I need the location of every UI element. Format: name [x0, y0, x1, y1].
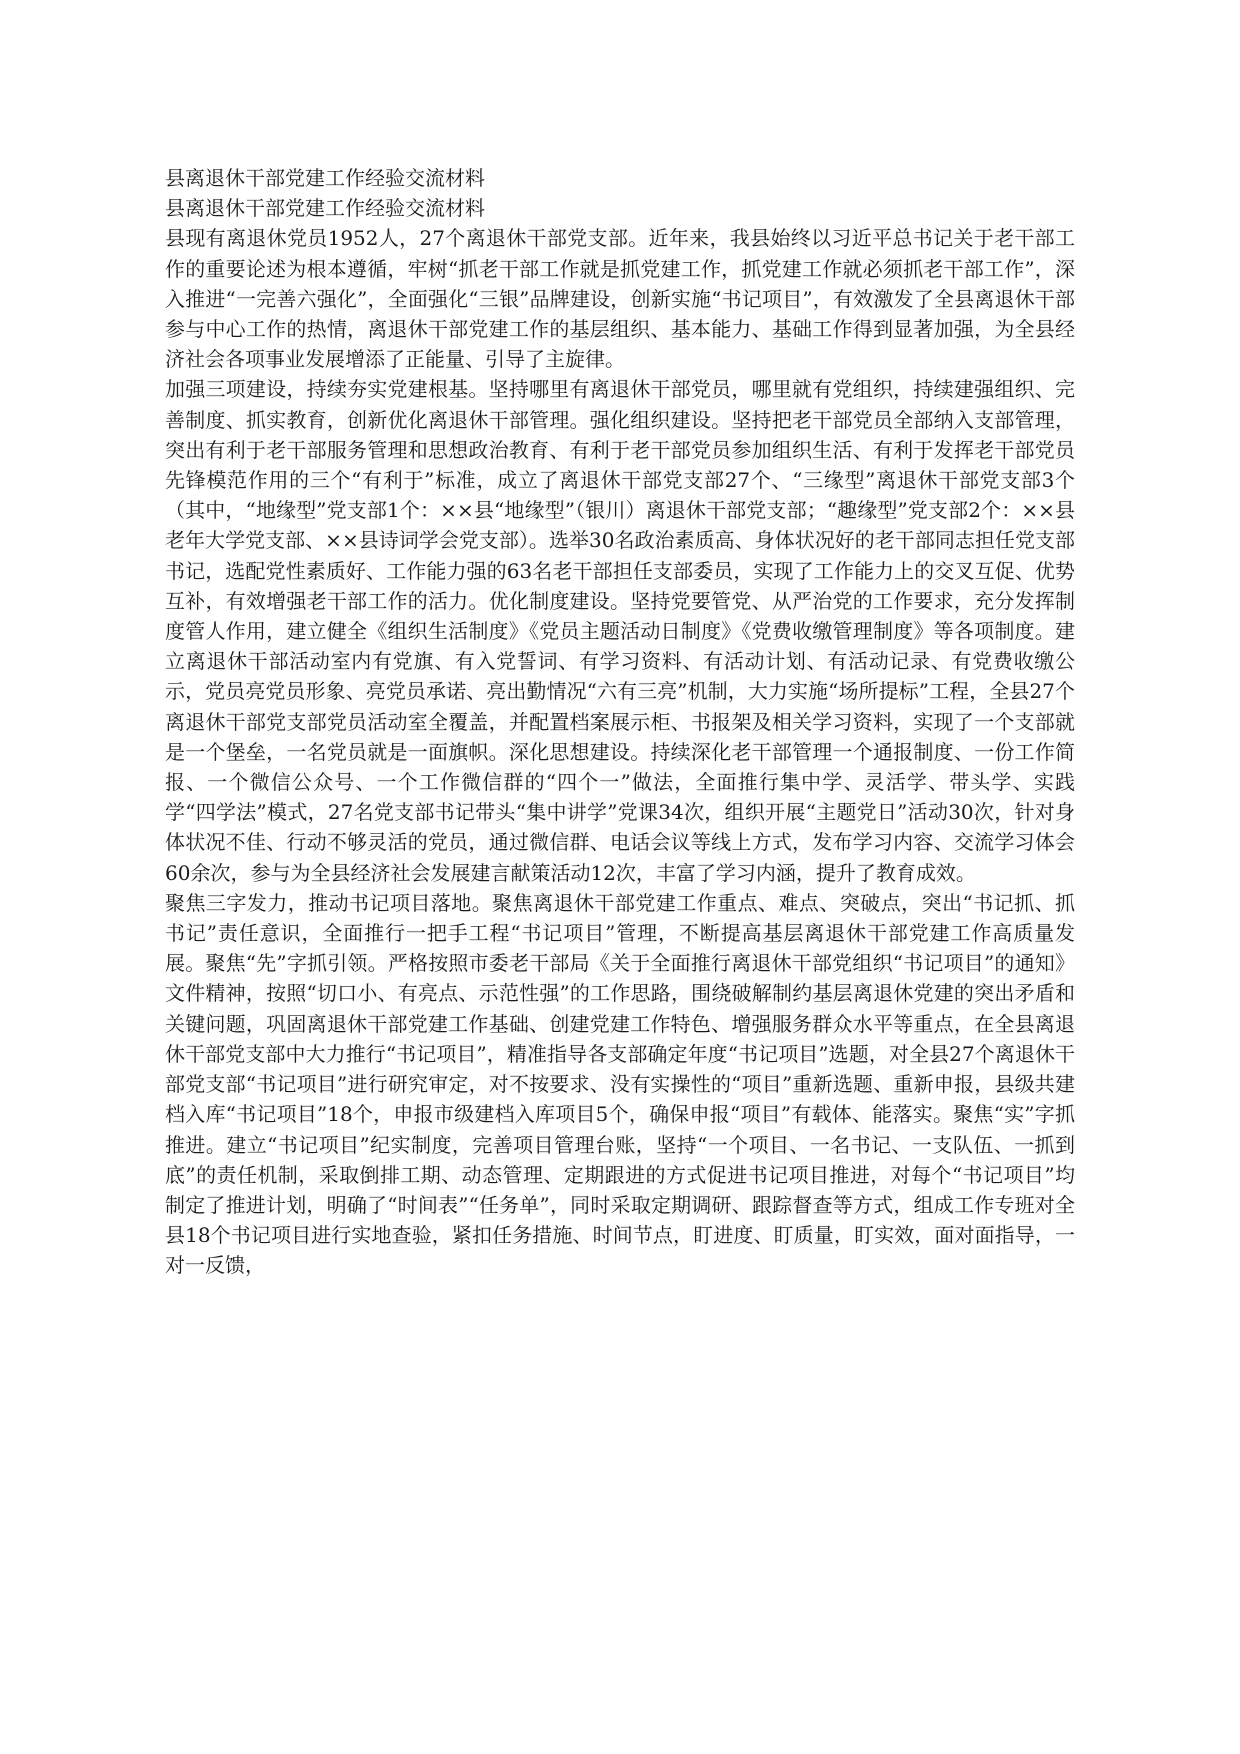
paragraph-intro: 县现有离退休党员1952人，27个离退休干部党支部。近年来，我县始终以习近平总书记关于老干部工作的重要论述为根本遵循，牢树“抓老干部工作就是抓党建工作，抓党建工作就必须抓老干部工作”，深入推进“一完善六强化”，全面强化“三银”品牌建设，创新实施“书记项目”，有效激发了全县离退休干部参与中心工作的热情，离退休干部党建工作的基层组织、基本能力、基础工作得到显著加强，为全县经济社会各项事业发展增添了正能量、引导了主旋律。 [165, 226, 1075, 372]
document-title: 县离退休干部党建工作经验交流材料 [165, 166, 485, 190]
document-title-repeat: 县离退休干部党建工作经验交流材料 [165, 196, 485, 221]
paragraph-three-constructions: 加强三项建设，持续夯实党建根基。坚持哪里有离退休干部党员，哪里就有党组织，持续建强组织、完善制度、抓实教育，创新优化离退休干部管理。强化组织建设。坚持把老干部党员全部纳入支部管理，突出有利于老干部服务管理和思想政治教育、有利于老干部党员参加组织生活、有利于发挥老干部党员先锋模范作用的三个“有利于”标准，成立了离退休干部党支部27个、“三缘型”离退休干部党支部3个（其中，“地缘型”党支部1个：××县“地缘型”（银川）离退休干部党支部；“趣缘型”党支部2个：××县老年大学党支部、××县诗词学会党支部）。选举30名政治素质高、身体状况好的老干部同志担任党支部书记，选配党性素质好、工作能力强的63名老干部担任支部委员，实现了工作能力上的交叉互促、优势互补，有效增强老干部工作的活力。优化制度建设。坚持党要管党、从严治党的工作要求，充分发挥制度管人作用，建立健全《组织生活制度》《党员主题活动日制度》《党费收缴管理制度》等各项制度。建立离退休干部活动室内有党旗、有入党誓词、有学习资料、有活动计划、有活动记录、有党费收缴公示，党员亮党员形象、亮党员承诺、亮出勤情况“六有三亮”机制，大力实施“场所提标”工程，全县27个离退休干部党支部党员活动室全覆盖，并配置档案展示柜、书报架及相关学习资料，实现了一个支部就是一个堡垒，一名党员就是一面旗帜。深化思想建设。持续深化老干部管理一个通报制度、一份工作简报、一个微信公众号、一个工作微信群的“四个一”做法，全面推行集中学、灵活学、带头学、实践学“四学法”模式，27名党支部书记带头“集中讲学”党课34次，组织开展“主题党日”活动30次，针对身体状况不佳、行动不够灵活的党员，通过微信群、电话会议等线上方式，发布学习内容、交流学习体会60余次，参与为全县经济社会发展建言献策活动12次，丰富了学习内涵，提升了教育成效。 [165, 377, 1075, 885]
paragraph-secretary-projects: 聚焦三字发力，推动书记项目落地。聚焦离退休干部党建工作重点、难点、突破点，突出“书记抓、抓书记”责任意识，全面推行一把手工程“书记项目”管理，不断提高基层离退休干部党建工作高质量发展。聚焦“先”字抓引领。严格按照市委老干部局《关于全面推行离退休干部党组织“书记项目”的通知》文件精神，按照“切口小、有亮点、示范性强”的工作思路，围绕破解制约基层离退休党建的突出矛盾和关键问题，巩固离退休干部党建工作基础、创建党建工作特色、增强服务群众水平等重点，在全县离退休干部党支部中大力推行“书记项目”，精准指导各支部确定年度“书记项目”选题，对全县27个离退休干部党支部“书记项目”进行研究审定，对不按要求、没有实操性的“项目”重新选题、重新申报，县级共建档入库“书记项目”18个，申报市级建档入库项目5个，确保申报“项目”有载体、能落实。聚焦“实”字抓推进。建立“书记项目”纪实制度，完善项目管理台账，坚持“一个项目、一名书记、一支队伍、一抓到底”的责任机制，采取倒排工期、动态管理、定期跟进的方式促进书记项目推进，对每个“书记项目”均制定了推进计划，明确了“时间表”“任务单”，同时采取定期调研、跟踪督查等方式，组成工作专班对全县18个书记项目进行实地查验，紧扣任务措施、时间节点，盯进度、盯质量，盯实效，面对面指导，一对一反馈， [165, 890, 1075, 1278]
document-page [165, 163, 1075, 1281]
